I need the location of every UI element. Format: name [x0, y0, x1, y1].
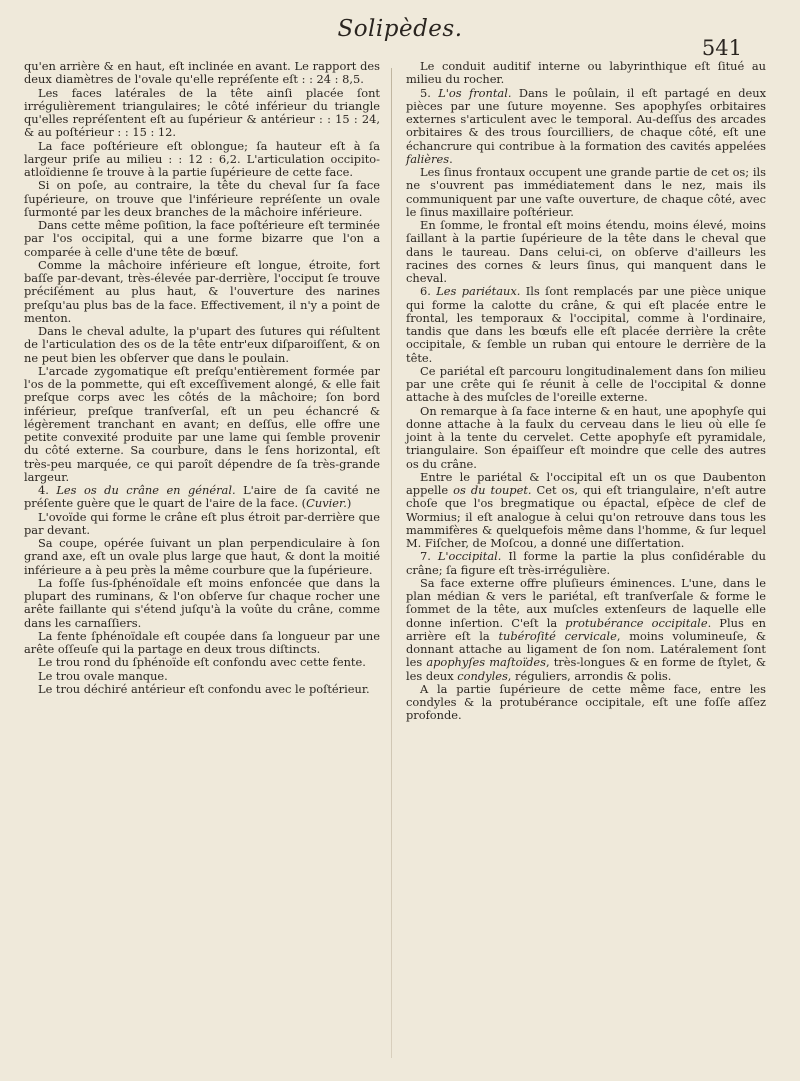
page-header [0, 10, 800, 60]
paragraph [24, 537, 380, 577]
paragraph-text: L'aire de ſa cavité ne préſente guère que le quart de l'aire de la face. ( [24, 483, 380, 511]
paragraph-text: . [449, 151, 453, 166]
paragraph-text: Les ſinus frontaux occupent une grande partie de cet os; ils ne s'ouvrent pas immédiatement dans le nez, mais ils communiquent par une vaſte ouverture, de chaque côté, avec le ſinus maxillaire poſtérieur. [406, 165, 766, 219]
paragraph-text: Sa coupe, opérée ſuivant un plan perpendiculaire à ſon grand axe, eſt un ovale plus large que haut, & dont la moitié inférieure a à peu près la même courbure que la ſupérieure. [24, 536, 380, 577]
paragraph [406, 219, 766, 285]
paragraph [24, 179, 380, 219]
paragraph [406, 285, 766, 365]
paragraph-text: Le conduit auditif interne ou labyrinthique eſt ſitué au milieu du rocher. [406, 59, 766, 87]
paragraph-text: , très-longues & en forme de ſtylet, & les deux [406, 655, 767, 683]
section-title: Les os du crâne en général. [56, 483, 236, 497]
paragraph-text: ) [346, 496, 352, 511]
paragraph [24, 60, 380, 87]
italic-term: tubéroſité cervicale [498, 628, 617, 643]
italic-term: protubérance occipitale [565, 615, 708, 630]
paragraph-text: Si on poſe, au contraire, la tête du cheval ſur ſa face ſupérieure, on trouve que l'inférieure repréſente un ovale ſurmonté par les deux branches de la mâchoire inférieure. [24, 178, 380, 219]
running-title: Solipèdes. [337, 16, 463, 42]
paragraph [24, 630, 380, 657]
paragraph-text: Dans le cheval adulte, la p'upart des ſutures qui réſultent de l'articulation des os de la tête entr'eux diſparoiſſent, & on ne peut bien les obſerver que dans le poulain. [24, 324, 380, 365]
paragraph-text: . Plus en arrière eſt la [406, 615, 766, 643]
paragraph-text: qu'en arrière & en haut, eſt inclinée en avant. Le rapport des deux diamètres de l'ovale qu'elle repréſente eſt : : 24 : 8,5. [24, 59, 380, 87]
paragraph-text: Le trou ovale manque. [38, 668, 168, 683]
paragraph [406, 550, 766, 577]
paragraph-text: La face poſtérieure eſt oblongue; ſa hauteur eſt à ſa largeur priſe au milieu : : 12 : 6,2. L'articulation occipito-atloïdienne ſe trouve à la partie ſupérieure de cette face. [24, 138, 380, 179]
paragraph-text: Dans cette même poſition, la face poſtérieure eſt terminée par l'os occipital, qui a une forme bizarre que l'on a comparée à celle d'une tête de bœuf. [24, 218, 380, 259]
italic-term: Cuvier. [306, 496, 347, 511]
paragraph [406, 365, 766, 405]
paragraph-text: Entre le pariétal & l'occipital eſt un os que Daubenton appelle [406, 469, 766, 497]
page-number: 541 [701, 36, 742, 60]
paragraph [24, 140, 380, 180]
paragraph [24, 577, 380, 630]
italic-term: falières [406, 151, 450, 166]
paragraph [406, 471, 766, 551]
section-number: 7. [420, 549, 438, 564]
paragraph-text: Il forme la partie la plus conſidérable du crâne; ſa figure eſt très-irrégulière. [406, 549, 766, 577]
paragraph [24, 683, 380, 696]
left-column [24, 60, 380, 696]
paragraph [24, 511, 380, 538]
paragraph [24, 365, 380, 484]
paragraph [406, 166, 766, 219]
paragraph [24, 484, 380, 511]
paragraph-text: On remarque à ſa face interne & en haut, une apophyſe qui donne attache à la faulx du cerveau dans le lieu où elle ſe joint à la tente du cervelet. Cette apophyſe eſt pyramidale, triangulaire. Son épaiſſeur eſt moindre que celle des autres os du crâne. [406, 403, 766, 471]
italic-term: os du toupet. [453, 483, 532, 497]
section-title: L'os frontal. [438, 85, 512, 100]
paragraph [24, 325, 380, 365]
paragraph [24, 219, 380, 259]
paragraph [406, 405, 766, 471]
paragraph [24, 656, 380, 669]
paragraph-text: Cet os, qui eſt triangulaire, n'eſt autre choſe que l'os bregmatique ou épactal, eſpèce de clef de Wormius; il eſt analogue à celui qu'on retrouve dans tous les mammifères & quelquefois même dans l'homme, & ſur lequel M. Fiſcher, de Moſcou, a donné une diſſertation. [406, 483, 767, 550]
paragraph-text: Dans le poûlain, il eſt partagé en deux pièces par une ſuture moyenne. Ses apophyſes orbitaires externes s'articulent avec le temporal. Au-deſſus des arcades orbitaires & des trous ſourcilliers, de chaque côté, eſt une échancrure qui contribue à la formation des cavités appelées [406, 85, 766, 153]
paragraph-text: , moins volumineuſe, & donnant attache au ligament de ſon nom. Latéralement ſont les [406, 628, 767, 670]
paragraph-text: L'arcade zygomatique eſt preſqu'entièrement formée par l'os de la pommette, qui eſt exceſſivement alongé, & elle fait preſque corps avec les côtés de la mâchoire; ſon bord inférieur, preſque tranſverſal, eſt un peu échancré & légèrement tranchant en avant; en deſſus, elle offre une petite convexité produite par une lame qui ſemble provenir du côté externe. Sa courbure, dans le ſens horizontal, eſt très-peu marquée, ce qui paroît dépendre de ſa très-grande largeur. [24, 363, 380, 484]
paragraph [406, 60, 766, 87]
paragraph-text: La fente ſphénoïdale eſt coupée dans ſa longueur par une arête oſſeuſe qui la partage en deux trous diſtincts. [24, 628, 380, 656]
paragraph-text: Le trou rond du ſphénoïde eſt confondu avec cette fente. [38, 655, 366, 670]
paragraph-text: Sa face externe offre pluſieurs éminences. L'une, dans le plan médian & vers le pariétal, eſt tranſverſale & forme le ſommet de la tête, aux muſcles extenſeurs de laquelle elle donne inſertion. C'eſt la [406, 575, 766, 630]
paragraph-text: Le trou déchiré antérieur eſt confondu avec le poſtérieur. [38, 681, 370, 696]
paragraph-text: Ce pariétal eſt parcouru longitudinalement dans ſon milieu par une crête qui ſe réunit à celle de l'occipital & donne attache à des muſcles de l'oreille externe. [406, 363, 766, 405]
paragraph-text: La foſſe ſus-ſphénoïdale eſt moins enfoncée que dans la plupart des ruminans, & l'on obſerve ſur chaque rocher une arête faillante qui s'étend juſqu'à la voûte du crâne, comme dans les carnaſſiers. [24, 575, 380, 630]
paragraph-text: Les faces latérales de la tête ainſi placée ſont irrégulièrement triangulaires; le côté inférieur du triangle qu'elles repréſentent eſt au ſupérieur & antérieur : : 15 : 24, & au poſtérieur : : 15 : 12. [24, 85, 380, 140]
paragraph [24, 670, 380, 683]
paragraph-text: L'ovoïde qui forme le crâne eſt plus étroit par-derrière que par devant. [24, 509, 380, 537]
section-number: 4. [38, 483, 57, 497]
section-number: 5. [420, 85, 439, 100]
paragraph [24, 87, 380, 140]
paragraph [406, 683, 766, 723]
paragraph-text: A la partie ſupérieure de cette même face, entre les condyles & la protubérance occipitale, eſt une foſſe aſſez profonde. [406, 681, 766, 723]
paragraph-text: En ſomme, le frontal eſt moins étendu, moins élevé, moins ſaillant à la partie ſupérieure de la tête dans le cheval que dans le taureau. Dans celui-ci, on obſerve d'ailleurs les racines des cornes & leurs ſinus, qui manquent dans le cheval. [406, 218, 766, 285]
paragraph [24, 259, 380, 325]
paragraph-text: Comme la mâchoire inférieure eſt longue, étroite, fort baſſe par-devant, très-élevée par-derrière, l'occiput ſe trouve préciſément au plus haut, & l'ouverture des narines preſqu'au plus bas de la face. Effectivement, il n'y a point de menton. [24, 257, 380, 325]
right-column [406, 60, 766, 723]
paragraph [406, 577, 766, 683]
section-title: L'occipital. [437, 549, 502, 564]
italic-term: apophyſes maſtoïdes [426, 655, 546, 670]
paragraph-text: Ils ſont remplacés par une pièce unique qui forme la calotte du crâne, & qui eſt placée entre le frontal, les temporaux & l'occipital, comme à l'ordinaire, tandis que dans les bœufs elle eſt placée derrière la crête occipitale, & ſemble un ruban qui entoure le derrière de la tête. [406, 284, 766, 365]
section-title: Les pariétaux. [436, 284, 521, 299]
italic-term: condyles [457, 668, 508, 683]
paragraph [406, 87, 766, 167]
paragraph-text: , réguliers, arrondis & polis. [507, 668, 672, 683]
column-divider [391, 68, 392, 1058]
section-number: 6. [420, 284, 437, 299]
